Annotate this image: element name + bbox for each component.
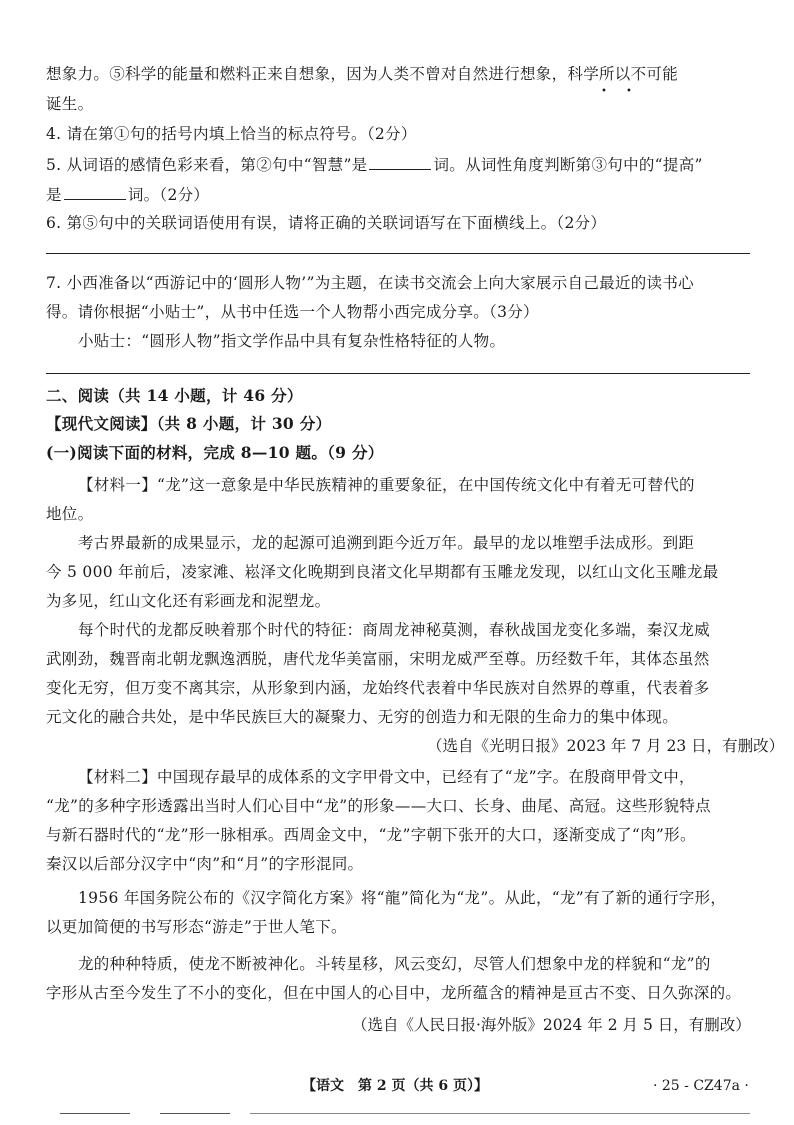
question-7: 得。请你根据“小贴士”，从书中任选一个人物帮小西完成分享。（3分） (46, 303, 539, 321)
material-2-line: 1956 年国务院公布的《汉字简化方案》将“龍”简化为“龙”。从此，“龙”有了新的通行字形， (78, 889, 727, 907)
material-1-line: 武刚劲，魏晋南北朝龙飘逸洒脱，唐代龙华美富丽，宋明龙威严至尊。历经数千年，其体态虽然 (46, 650, 710, 668)
material-1-line: 变化无穷，但万变不离其宗，从形象到内涵，龙始终代表着中华民族对自然界的尊重，代表着多 (46, 679, 710, 697)
question-7: 7. 小西准备以“西游记中的‘圆形人物’”为主题，在读书交流会上向大家展示自己最近的读书心 (46, 274, 694, 292)
question-7-tip: 小贴士：“圆形人物”指文学作品中具有复杂性格特征的人物。 (78, 332, 506, 350)
material-1-line: 为多见，红山文化还有彩画龙和泥塑龙。 (46, 592, 331, 610)
material-1-line: 【材料一】“龙”这一意象是中华民族精神的重要象征，在中国传统文化中有着无可替代的 (78, 476, 695, 494)
answer-line[interactable] (46, 253, 750, 254)
material-2-line: 【材料二】中国现存最早的成体系的文字甲骨文中，已经有了“龙”字。在殷商甲骨文中， (78, 768, 695, 786)
section-heading: 二、阅读（共 14 小题，计 46 分） (46, 386, 303, 405)
material-1-line: 今 5 000 年前后，凌家滩、崧泽文化晚期到良渚文化早期都有玉雕龙发现，以红山文化玉雕龙最 (46, 563, 719, 581)
material-2-line: 龙的种种特质，使龙不断被神化。斗转星移，风云变幻，尽管人们想象中龙的样貌和“龙”的 (78, 955, 711, 973)
material-1-line: 元文化的融合共处，是中华民族巨大的凝聚力、无穷的创造力和无限的生命力的集中体现。 (46, 708, 679, 726)
question-5-text: 5. 从词语的感情色彩来看，第②句中“智慧”是 (46, 156, 368, 174)
scan-edge-mark (160, 1113, 230, 1114)
emphasis-dots: • • (601, 86, 632, 97)
passage-line: 想象力。⑤科学的能量和燃料正来自想象，因为人类不曾对自然进行想象，科学所以不可能 (46, 65, 679, 83)
question-5-line1 (46, 154, 703, 175)
scan-edge-mark (60, 1113, 130, 1114)
question-5-text: 词。从词性角度判断第③句中的“提高” (433, 156, 703, 174)
answer-line[interactable] (46, 373, 750, 374)
question-5-text: 词。（2分） (127, 186, 210, 204)
question-6: 6. 第⑤句中的关联词语使用有误，请将正确的关联词语写在下面横线上。（2分） (46, 214, 607, 232)
material-1-line: 每个时代的龙都反映着那个时代的特征：商周龙神秘莫测，春秋战国龙变化多端，秦汉龙威 (78, 621, 711, 639)
material-2-line: 秦汉以后部分汉字中“肉”和“月”的字形混同。 (46, 855, 364, 873)
material-1-source: （选自《光明日报》2023 年 7 月 23 日，有删改） (427, 737, 785, 755)
question-4: 4. 请在第①句的括号内填上恰当的标点符号。（2分） (46, 125, 417, 143)
scan-edge-mark (250, 1113, 750, 1114)
material-2-line: 字形从古至今发生了不小的变化，但在中国人的心目中，龙所蕴含的精神是亘古不变、日久弥深的。 (46, 984, 742, 1002)
material-2-line: “龙”的多种字形透露出当时人们心目中“龙”的形象——大口、长身、曲尾、高冠。这些形貌特点 (46, 797, 711, 815)
material-2-line: 与新石器时代的“龙”形一脉相承。西周金文中，“龙”字朝下张开的大口，逐渐变成了“肉”形。 (46, 826, 696, 844)
part-heading: (一)阅读下面的材料，完成 8—10 题。（9 分） (46, 443, 384, 462)
answer-blank[interactable] (64, 184, 126, 200)
subsection-heading: 【现代文阅读】（共 8 小题，计 30 分） (46, 414, 332, 433)
material-2-source: （选自《人民日报·海外版》2024 年 2 月 5 日，有删改） (352, 1016, 751, 1034)
material-2-line: 以更加简便的书写形态“游走”于世人笔下。 (46, 918, 347, 936)
question-5-line2 (46, 184, 209, 205)
material-1-line: 考古界最新的成果显示，龙的起源可追溯到距今近万年。最早的龙以堆塑手法成形。到距 (78, 534, 695, 552)
paper-code: · 25 - CZ47a · (653, 1078, 749, 1094)
material-1-line: 地位。 (46, 505, 94, 523)
question-5-text: 是 (46, 186, 62, 204)
page-number-label: 【语文 第 2 页（共 6 页）】 (302, 1078, 488, 1094)
passage-line: 诞生。 (46, 95, 94, 113)
answer-blank[interactable] (369, 154, 431, 170)
